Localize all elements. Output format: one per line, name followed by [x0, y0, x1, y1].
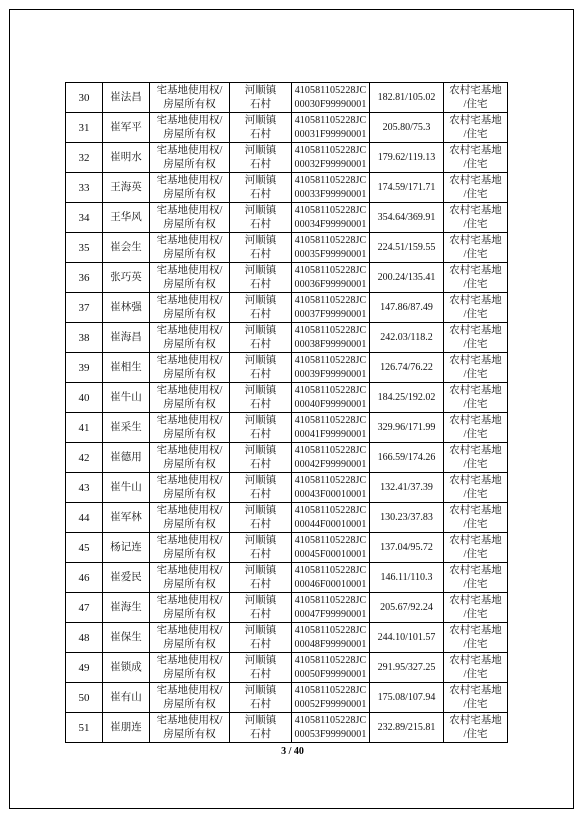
area-cell: 205.67/92.24: [370, 593, 444, 623]
owner-name-cell: 崔牛山: [103, 383, 150, 413]
row-number-cell: 47: [66, 593, 103, 623]
row-number-cell: 49: [66, 653, 103, 683]
usage-cell: 农村宅基地 /住宅: [444, 443, 508, 473]
table-row: [66, 113, 508, 143]
location-cell: 河顺镇 石村: [230, 353, 292, 383]
unit-code-cell: 410581105228JC 00042F99990001: [292, 443, 370, 473]
row-number-cell: 37: [66, 293, 103, 323]
location-cell: 河顺镇 石村: [230, 623, 292, 653]
unit-code-cell: 410581105228JC 00044F00010001: [292, 503, 370, 533]
usage-cell: 农村宅基地 /住宅: [444, 623, 508, 653]
location-cell: 河顺镇 石村: [230, 713, 292, 743]
table-row: [66, 473, 508, 503]
area-cell: 354.64/369.91: [370, 203, 444, 233]
area-cell: 224.51/159.55: [370, 233, 444, 263]
owner-name-cell: 崔海生: [103, 593, 150, 623]
area-cell: 184.25/192.02: [370, 383, 444, 413]
unit-code-cell: 410581105228JC 00053F99990001: [292, 713, 370, 743]
owner-name-cell: 崔牛山: [103, 473, 150, 503]
area-cell: 242.03/118.2: [370, 323, 444, 353]
row-number-cell: 32: [66, 143, 103, 173]
right-type-cell: 宅基地使用权/ 房屋所有权: [150, 203, 230, 233]
row-number-cell: 38: [66, 323, 103, 353]
location-cell: 河顺镇 石村: [230, 653, 292, 683]
owner-name-cell: 王华风: [103, 203, 150, 233]
location-cell: 河顺镇 石村: [230, 173, 292, 203]
unit-code-cell: 410581105228JC 00039F99990001: [292, 353, 370, 383]
unit-code-cell: 410581105228JC 00036F99990001: [292, 263, 370, 293]
owner-name-cell: 崔海昌: [103, 323, 150, 353]
location-cell: 河顺镇 石村: [230, 263, 292, 293]
right-type-cell: 宅基地使用权/ 房屋所有权: [150, 413, 230, 443]
right-type-cell: 宅基地使用权/ 房屋所有权: [150, 653, 230, 683]
owner-name-cell: 崔林强: [103, 293, 150, 323]
table-row: [66, 293, 508, 323]
table-row: [66, 83, 508, 113]
unit-code-cell: 410581105228JC 00047F99990001: [292, 593, 370, 623]
location-cell: 河顺镇 石村: [230, 683, 292, 713]
owner-name-cell: 崔军平: [103, 113, 150, 143]
area-cell: 329.96/171.99: [370, 413, 444, 443]
usage-cell: 农村宅基地 /住宅: [444, 713, 508, 743]
page-number: 3 / 40: [281, 746, 304, 757]
right-type-cell: 宅基地使用权/ 房屋所有权: [150, 503, 230, 533]
unit-code-cell: 410581105228JC 00038F99990001: [292, 323, 370, 353]
owner-name-cell: 崔会生: [103, 233, 150, 263]
right-type-cell: 宅基地使用权/ 房屋所有权: [150, 683, 230, 713]
area-cell: 175.08/107.94: [370, 683, 444, 713]
usage-cell: 农村宅基地 /住宅: [444, 533, 508, 563]
owner-name-cell: 崔朋连: [103, 713, 150, 743]
records-table-body: [66, 83, 508, 743]
usage-cell: 农村宅基地 /住宅: [444, 263, 508, 293]
usage-cell: 农村宅基地 /住宅: [444, 683, 508, 713]
row-number-cell: 50: [66, 683, 103, 713]
unit-code-cell: 410581105228JC 00031F99990001: [292, 113, 370, 143]
location-cell: 河顺镇 石村: [230, 533, 292, 563]
owner-name-cell: 崔相生: [103, 353, 150, 383]
location-cell: 河顺镇 石村: [230, 383, 292, 413]
right-type-cell: 宅基地使用权/ 房屋所有权: [150, 383, 230, 413]
right-type-cell: 宅基地使用权/ 房屋所有权: [150, 713, 230, 743]
usage-cell: 农村宅基地 /住宅: [444, 413, 508, 443]
row-number-cell: 46: [66, 563, 103, 593]
area-cell: 147.86/87.49: [370, 293, 444, 323]
area-cell: 166.59/174.26: [370, 443, 444, 473]
row-number-cell: 39: [66, 353, 103, 383]
row-number-cell: 44: [66, 503, 103, 533]
usage-cell: 农村宅基地 /住宅: [444, 173, 508, 203]
row-number-cell: 42: [66, 443, 103, 473]
owner-name-cell: 崔保生: [103, 623, 150, 653]
right-type-cell: 宅基地使用权/ 房屋所有权: [150, 113, 230, 143]
table-row: [66, 533, 508, 563]
area-cell: 205.80/75.3: [370, 113, 444, 143]
table-row: [66, 593, 508, 623]
owner-name-cell: 崔明水: [103, 143, 150, 173]
table-row: [66, 323, 508, 353]
row-number-cell: 40: [66, 383, 103, 413]
row-number-cell: 51: [66, 713, 103, 743]
right-type-cell: 宅基地使用权/ 房屋所有权: [150, 263, 230, 293]
table-row: [66, 413, 508, 443]
location-cell: 河顺镇 石村: [230, 413, 292, 443]
area-cell: 200.24/135.41: [370, 263, 444, 293]
usage-cell: 农村宅基地 /住宅: [444, 83, 508, 113]
unit-code-cell: 410581105228JC 00050F99990001: [292, 653, 370, 683]
right-type-cell: 宅基地使用权/ 房屋所有权: [150, 323, 230, 353]
usage-cell: 农村宅基地 /住宅: [444, 383, 508, 413]
right-type-cell: 宅基地使用权/ 房屋所有权: [150, 533, 230, 563]
unit-code-cell: 410581105228JC 00041F99990001: [292, 413, 370, 443]
owner-name-cell: 崔法昌: [103, 83, 150, 113]
row-number-cell: 43: [66, 473, 103, 503]
row-number-cell: 36: [66, 263, 103, 293]
location-cell: 河顺镇 石村: [230, 443, 292, 473]
right-type-cell: 宅基地使用权/ 房屋所有权: [150, 293, 230, 323]
row-number-cell: 30: [66, 83, 103, 113]
location-cell: 河顺镇 石村: [230, 503, 292, 533]
unit-code-cell: 410581105228JC 00032F99990001: [292, 143, 370, 173]
usage-cell: 农村宅基地 /住宅: [444, 143, 508, 173]
right-type-cell: 宅基地使用权/ 房屋所有权: [150, 563, 230, 593]
unit-code-cell: 410581105228JC 00034F99990001: [292, 203, 370, 233]
unit-code-cell: 410581105228JC 00043F00010001: [292, 473, 370, 503]
right-type-cell: 宅基地使用权/ 房屋所有权: [150, 353, 230, 383]
location-cell: 河顺镇 石村: [230, 473, 292, 503]
area-cell: 182.81/105.02: [370, 83, 444, 113]
owner-name-cell: 张巧英: [103, 263, 150, 293]
area-cell: 179.62/119.13: [370, 143, 444, 173]
usage-cell: 农村宅基地 /住宅: [444, 653, 508, 683]
usage-cell: 农村宅基地 /住宅: [444, 233, 508, 263]
row-number-cell: 33: [66, 173, 103, 203]
location-cell: 河顺镇 石村: [230, 143, 292, 173]
unit-code-cell: 410581105228JC 00030F99990001: [292, 83, 370, 113]
table-row: [66, 623, 508, 653]
area-cell: 232.89/215.81: [370, 713, 444, 743]
row-number-cell: 41: [66, 413, 103, 443]
table-row: [66, 353, 508, 383]
area-cell: 244.10/101.57: [370, 623, 444, 653]
table-row: [66, 173, 508, 203]
row-number-cell: 35: [66, 233, 103, 263]
usage-cell: 农村宅基地 /住宅: [444, 563, 508, 593]
unit-code-cell: 410581105228JC 00037F99990001: [292, 293, 370, 323]
table-row: [66, 233, 508, 263]
location-cell: 河顺镇 石村: [230, 593, 292, 623]
right-type-cell: 宅基地使用权/ 房屋所有权: [150, 443, 230, 473]
usage-cell: 农村宅基地 /住宅: [444, 593, 508, 623]
row-number-cell: 48: [66, 623, 103, 653]
table-row: [66, 443, 508, 473]
unit-code-cell: 410581105228JC 00046F00010001: [292, 563, 370, 593]
table-row: [66, 683, 508, 713]
location-cell: 河顺镇 石村: [230, 323, 292, 353]
area-cell: 291.95/327.25: [370, 653, 444, 683]
location-cell: 河顺镇 石村: [230, 113, 292, 143]
records-table: [65, 82, 508, 743]
owner-name-cell: 崔采生: [103, 413, 150, 443]
right-type-cell: 宅基地使用权/ 房屋所有权: [150, 83, 230, 113]
location-cell: 河顺镇 石村: [230, 293, 292, 323]
usage-cell: 农村宅基地 /住宅: [444, 203, 508, 233]
area-cell: 146.11/110.3: [370, 563, 444, 593]
owner-name-cell: 崔爱民: [103, 563, 150, 593]
owner-name-cell: 崔德用: [103, 443, 150, 473]
usage-cell: 农村宅基地 /住宅: [444, 323, 508, 353]
owner-name-cell: 杨记连: [103, 533, 150, 563]
owner-name-cell: 崔锁成: [103, 653, 150, 683]
owner-name-cell: 王海英: [103, 173, 150, 203]
right-type-cell: 宅基地使用权/ 房屋所有权: [150, 173, 230, 203]
unit-code-cell: 410581105228JC 00045F00010001: [292, 533, 370, 563]
table-row: [66, 143, 508, 173]
row-number-cell: 34: [66, 203, 103, 233]
table-row: [66, 383, 508, 413]
usage-cell: 农村宅基地 /住宅: [444, 293, 508, 323]
location-cell: 河顺镇 石村: [230, 83, 292, 113]
unit-code-cell: 410581105228JC 00040F99990001: [292, 383, 370, 413]
usage-cell: 农村宅基地 /住宅: [444, 473, 508, 503]
location-cell: 河顺镇 石村: [230, 563, 292, 593]
table-row: [66, 503, 508, 533]
right-type-cell: 宅基地使用权/ 房屋所有权: [150, 233, 230, 263]
unit-code-cell: 410581105228JC 00048F99990001: [292, 623, 370, 653]
table-row: [66, 203, 508, 233]
area-cell: 174.59/171.71: [370, 173, 444, 203]
right-type-cell: 宅基地使用权/ 房屋所有权: [150, 143, 230, 173]
right-type-cell: 宅基地使用权/ 房屋所有权: [150, 623, 230, 653]
unit-code-cell: 410581105228JC 00033F99990001: [292, 173, 370, 203]
right-type-cell: 宅基地使用权/ 房屋所有权: [150, 473, 230, 503]
table-row: [66, 713, 508, 743]
unit-code-cell: 410581105228JC 00035F99990001: [292, 233, 370, 263]
area-cell: 126.74/76.22: [370, 353, 444, 383]
owner-name-cell: 崔军林: [103, 503, 150, 533]
location-cell: 河顺镇 石村: [230, 233, 292, 263]
table-row: [66, 653, 508, 683]
area-cell: 130.23/37.83: [370, 503, 444, 533]
table-row: [66, 563, 508, 593]
usage-cell: 农村宅基地 /住宅: [444, 353, 508, 383]
area-cell: 132.41/37.39: [370, 473, 444, 503]
usage-cell: 农村宅基地 /住宅: [444, 503, 508, 533]
owner-name-cell: 崔有山: [103, 683, 150, 713]
unit-code-cell: 410581105228JC 00052F99990001: [292, 683, 370, 713]
usage-cell: 农村宅基地 /住宅: [444, 113, 508, 143]
area-cell: 137.04/95.72: [370, 533, 444, 563]
row-number-cell: 31: [66, 113, 103, 143]
location-cell: 河顺镇 石村: [230, 203, 292, 233]
row-number-cell: 45: [66, 533, 103, 563]
table-row: [66, 263, 508, 293]
right-type-cell: 宅基地使用权/ 房屋所有权: [150, 593, 230, 623]
